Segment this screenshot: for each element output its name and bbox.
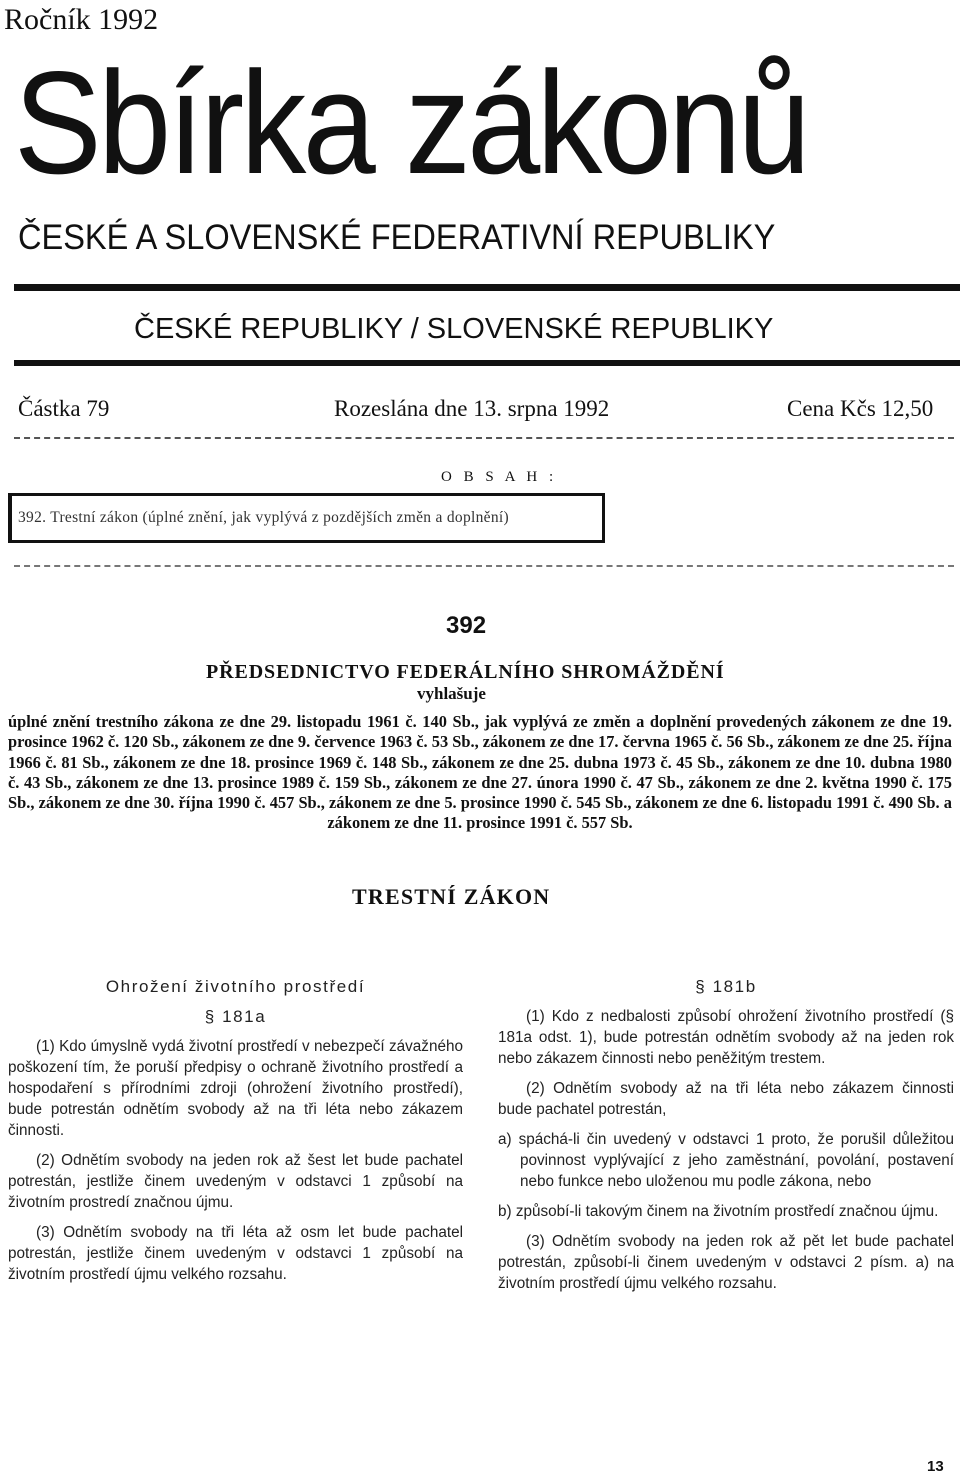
law-heading: TRESTNÍ ZÁKON (352, 884, 551, 909)
law-announces: vyhlašuje (417, 684, 486, 703)
volume-label: Ročník 1992 (4, 3, 159, 36)
republics-subtitle: ČESKÉ REPUBLIKY / SLOVENSKÉ REPUBLIKY (134, 313, 774, 345)
page-title: Sbírka zákonů (14, 41, 808, 204)
paragraph-sign-181b: § 181b (695, 977, 757, 996)
paragraph-181a-3: (3) Odnětím svobody na tři léta až osm let bude pachatel potrestán, jestliže činem uvedeným v odstavci 1 způsobí na životním prostředí újmu velkého rozsahu. (8, 1224, 463, 1283)
paragraph-181b-2: (2) Odnětím svobody až na tři léta nebo zákazem činnosti bude pachatel potrestán, (498, 1080, 954, 1118)
paragraph-181b-2-item-b: b) způsobí-li takovým činem na životním prostředí značnou újmu. (498, 1203, 939, 1220)
page-number: 13 (927, 1458, 944, 1475)
paragraph-181b-1: (1) Kdo z nedbalosti způsobí ohrožení životního prostředí (§ 181a odst. 1), bude potrestán odnětím svobody až na jeden rok nebo zákazem činnosti nebo peněžitým trestem. (498, 1008, 954, 1067)
paragraph-181a-2: (2) Odnětím svobody na jeden rok až šest let bude pachatel potrestán, jestliže činem uvedeným v odstavci 1 způsobí na životním prostredí značnou újmu. (8, 1152, 463, 1211)
header-rule-bottom (14, 360, 960, 366)
paragraph-181b-2-item-a: a) spáchá-li čin uvedený v odstavci 1 proto, že porušil důležitou povinnost vyplývající z jeho zaměstnání, povolání, postavení nebo funkce nebo uloženou mu podle zákona, nebo (498, 1131, 954, 1190)
paragraph-181b-3: (3) Odnětím svobody na jeden rok až pět let bude pachatel potrestán, způsobí-li činem uvedeným v odstavci 2 písm. a) na životním prostředí újmu velkého rozsahu. (498, 1233, 954, 1292)
law-preamble: úplné znění trestního zákona ze dne 29. listopadu 1961 č. 140 Sb., jak vyplývá ze změn a doplnění provedených zákonem ze dne 19. prosince 1962 č. 120 Sb., zákonem ze dne 9. července 1963 č. 53 Sb., zákonem ze dne 17. června 1965 č. 56 Sb., zákonem ze dne 25. října 1966 č. 81 Sb., zákonem ze dne 18. prosince 1969 č. 148 Sb., zákonem ze dne 25. dubna 1973 č. 45 Sb., zákonem ze dne 10. dubna 1980 č. 43 Sb., zákonem ze dne 13. prosince 1989 č. 159 Sb., zákonem ze dne 27. února 1990 č. 47 Sb., zákonem ze dne 2. května 1990 č. 175 Sb., zákonem ze dne 30. října 1990 č. 457 Sb., zákonem ze dne 5. prosince 1990 č. 545 Sb., zákonem ze dne 6. listopadu 1991 č. 490 Sb. a zákonem ze dne 11. prosince 1991 č. 557 Sb. (8, 712, 952, 833)
right-column (498, 976, 954, 1303)
issue-price: Cena Kčs 12,50 (787, 396, 934, 421)
issue-part: Částka 79 (18, 396, 110, 421)
header-rule-top (14, 284, 960, 291)
paragraph-181a-1: (1) Kdo úmyslně vydá životní prostředí v nebezpečí závažného poškození tím, že poruší předpisy o ochraně životního prostředí a hospodaření s přírodními zdroji (ohrožení životního prostředí), bude potrestán odnětím svobody až na tři léta nebo zákazem činnosti. (8, 1038, 463, 1139)
contents-entry: 392. Trestní zákon (úplné znění, jak vyplývá z pozdějších změn a doplnění) (18, 509, 509, 526)
left-column (8, 976, 463, 1294)
law-number: 392 (446, 612, 487, 639)
issue-divider (14, 437, 954, 439)
section-title: Ohrožení životního prostředí (105, 977, 366, 996)
federation-name: ČESKÉ A SLOVENSKÉ FEDERATIVNÍ REPUBLIKY (18, 218, 776, 257)
issue-distribution-date: Rozeslána dne 13. srpna 1992 (334, 396, 610, 421)
contents-divider (14, 565, 954, 567)
paragraph-sign-181a: § 181a (204, 1007, 267, 1026)
contents-label: O B S A H : (441, 469, 558, 485)
law-issuer: PŘEDSEDNICTVO FEDERÁLNÍHO SHROMÁŽDĚNÍ (206, 661, 725, 683)
